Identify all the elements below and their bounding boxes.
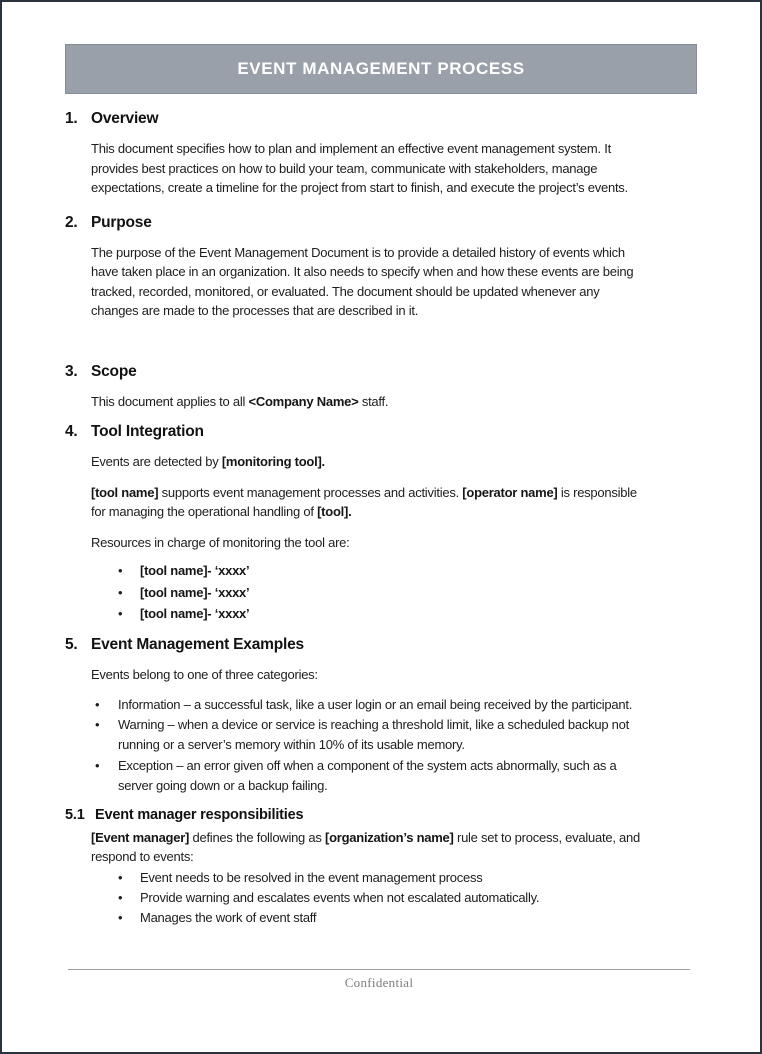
footer-text: Confidential xyxy=(344,975,414,990)
list-item xyxy=(118,583,697,603)
list-item xyxy=(118,561,697,581)
section-title: Tool Integration xyxy=(91,423,204,440)
paragraph: Resources in charge of monitoring the tool are: xyxy=(91,534,350,550)
list-item-text: [tool name]- ‘xxxx’ xyxy=(140,606,250,621)
list-item xyxy=(118,868,697,888)
list-item-text: Event needs to be resolved in the event management process xyxy=(140,869,483,885)
bullet-list-categories xyxy=(65,695,697,796)
section-title: Overview xyxy=(91,110,159,127)
list-item xyxy=(118,888,697,908)
list-item xyxy=(95,695,697,715)
document-body xyxy=(2,110,760,928)
section-heading-event-manager-responsibilities xyxy=(65,807,697,824)
list-item-text: Manages the work of event staff xyxy=(140,909,317,925)
list-item xyxy=(118,908,697,928)
section-title: Event manager responsibilities xyxy=(95,806,304,823)
paragraph: Events are detected by [monitoring tool]. xyxy=(91,454,325,469)
document-title-banner xyxy=(65,44,697,94)
paragraph: Events belong to one of three categories: xyxy=(91,667,318,682)
bullet-list-responsibilities xyxy=(65,868,697,928)
section-heading-overview xyxy=(65,110,697,128)
paragraph: This document specifies how to plan and implement an effective event management system. It provides best practices on how to build your team, communicate with stakeholders, manage expectations, create a timeline for the project from start to finish, and execute the project’s events. xyxy=(91,141,628,195)
paragraph: The purpose of the Event Management Document is to provide a detailed history of events which have taken place in an organization. It also needs to specify when and how these events are being tracked, recorded, monitored, or evaluated. The document should be updated whenever any changes are made to the processes that are described in it. xyxy=(91,244,634,318)
section-heading-scope xyxy=(65,363,697,381)
list-item xyxy=(95,715,697,755)
page-footer xyxy=(68,969,690,992)
section-heading-event-management-examples xyxy=(65,636,697,654)
section-number: 4. xyxy=(65,423,78,440)
section-number: 2. xyxy=(65,213,78,231)
section-title: Purpose xyxy=(91,213,152,231)
list-item xyxy=(95,756,697,796)
paragraph: [tool name] supports event management processes and activities. [operator name] is responsible for managing the operational handling of [tool]. xyxy=(91,484,637,519)
section-number: 5.1 xyxy=(65,806,85,823)
section-heading-purpose xyxy=(65,214,697,232)
list-item-text: [tool name]- ‘xxxx’ xyxy=(140,563,250,578)
bullet-list-tools xyxy=(65,561,697,624)
list-item-text: Information – a successful task, like a user login or an email being received by the participant. xyxy=(118,696,633,712)
paragraph: This document applies to all <Company Name> staff. xyxy=(91,393,389,409)
section-number: 5. xyxy=(65,636,78,653)
section-title: Scope xyxy=(91,362,137,380)
list-item-text: Provide warning and escalates events when not escalated automatically. xyxy=(140,889,540,905)
list-item-text: Warning – when a device or service is reaching a threshold limit, like a scheduled backup not running or a server’s memory within 10% of its usable memory. xyxy=(118,717,629,752)
section-number: 1. xyxy=(65,110,78,127)
section-number: 3. xyxy=(65,362,78,380)
page-title: EVENT MANAGEMENT PROCESS xyxy=(237,59,525,78)
list-item-text: Exception – an error given off when a component of the system acts abnormally, such as a server going down or a backup failing. xyxy=(118,757,617,793)
list-item-text: [tool name]- ‘xxxx’ xyxy=(140,584,250,600)
list-item xyxy=(118,604,697,624)
section-title: Event Management Examples xyxy=(91,636,304,653)
section-heading-tool-integration xyxy=(65,423,697,441)
paragraph: [Event manager] defines the following as [organization’s name] rule set to process, evaluate, and respond to events: xyxy=(91,829,640,864)
